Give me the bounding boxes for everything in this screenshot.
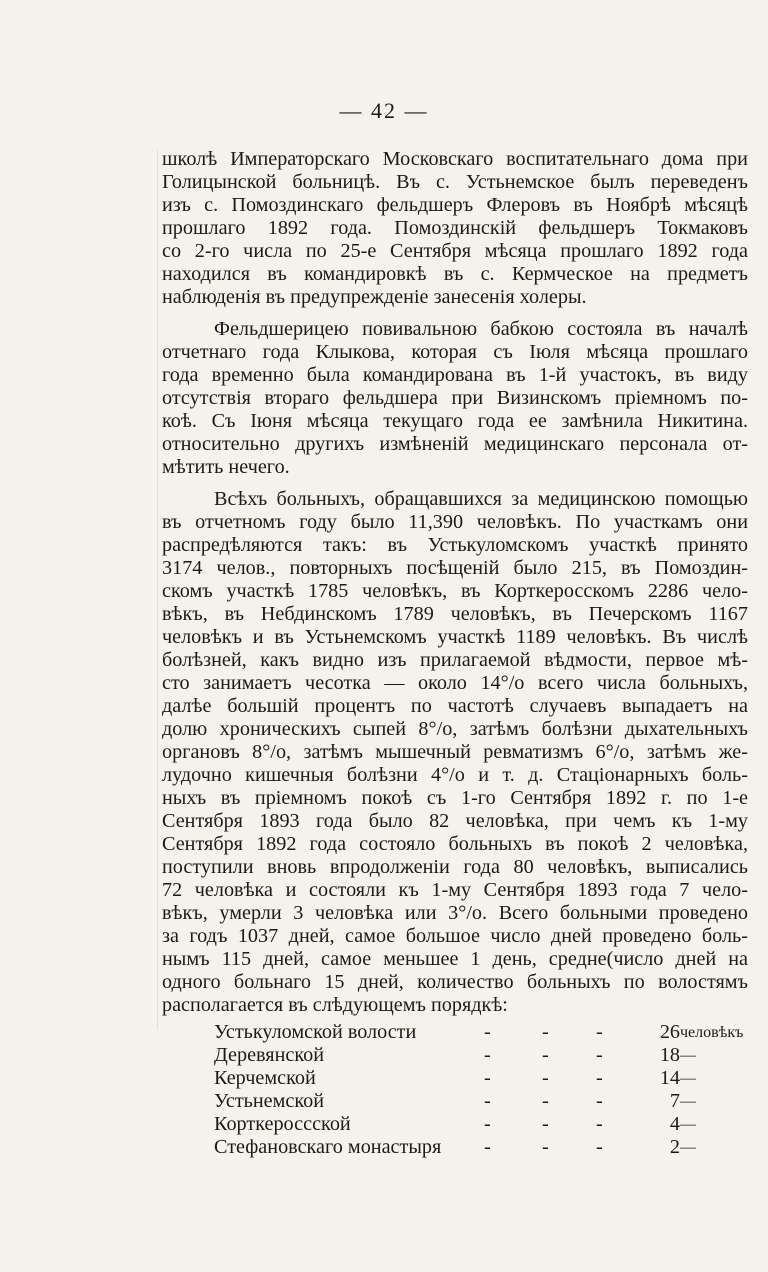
volost-name: Стефановскаго монастыря <box>214 1136 442 1158</box>
leader-dash: - <box>542 1136 549 1158</box>
text-line: человѣкъ и въ Устьнемскомъ участкѣ 1189 человѣкъ. Въ числѣ <box>162 626 748 648</box>
text-line: отчетнаго года Клыкова, которая съ Іюля мѣсяца прошлаго <box>162 341 748 363</box>
leader-dash: - <box>542 1067 549 1089</box>
table-row <box>162 1113 748 1136</box>
text-line: за годъ 1037 дней, самое большое число дней проведено боль- <box>162 925 748 947</box>
leader-dash: - <box>484 1021 491 1043</box>
text-line: долю хроническихъ сыпей 8°/о, затѣмъ болѣзни дыхательныхъ <box>162 718 748 740</box>
patient-count: 26 <box>659 1021 680 1043</box>
text-line: распредѣляются такъ: въ Устькуломскомъ участкѣ принято <box>162 534 748 556</box>
text-line: со 2-го числа по 25-е Сентября мѣсяца прошлаго 1892 года <box>162 240 748 262</box>
text-line: Всѣхъ больныхъ, обращавшихся за медицинскою помощью <box>214 488 748 510</box>
text-line: Голицынской больницѣ. Въ с. Устьнемское былъ переведенъ <box>162 171 748 193</box>
text-line: поступили вновь впродолженіи года 80 человѣкъ, выписались <box>162 856 748 878</box>
count-unit: — <box>680 1047 696 1064</box>
text-line: 3174 челов., повторныхъ посѣщеній было 215, въ Помоздин- <box>162 557 748 579</box>
leader-dash: - <box>596 1090 603 1112</box>
text-line: одного больнаго 15 дней, количество больныхъ по волостямъ <box>162 971 748 993</box>
count-unit: человѣкъ <box>680 1024 744 1041</box>
text-line: ныхъ въ пріемномъ покоѣ съ 1-го Сентября 1892 г. по 1-е <box>162 787 748 809</box>
count-unit: — <box>680 1139 696 1156</box>
count-unit: — <box>680 1093 696 1110</box>
count-unit: — <box>680 1070 696 1087</box>
table-row <box>162 1067 748 1090</box>
volost-name: Керчемской <box>214 1067 316 1089</box>
volost-name: Корткероссской <box>214 1113 351 1135</box>
text-line: изъ с. Помоздинскаго фельдшеръ Флеровъ въ Ноябрѣ мѣсяцѣ <box>162 194 748 216</box>
text-line: болѣзней, какъ видно изъ прилагаемой вѣдмости, первое мѣ- <box>162 649 748 671</box>
leader-dash: - <box>542 1021 549 1043</box>
leader-dash: - <box>484 1113 491 1135</box>
text-line: находился въ командировкѣ въ с. Кермческое на предметъ <box>162 263 748 285</box>
volost-name: Деревянской <box>214 1044 325 1066</box>
text-line: Сентября 1892 года состояло больныхъ въ покоѣ 2 человѣка, <box>162 833 748 855</box>
text-line: коѣ. Съ Іюня мѣсяца текущаго года ее замѣнила Никитина. <box>162 410 748 432</box>
patient-count: 14 <box>659 1067 680 1089</box>
text-line: въ отчетномъ году было 11,390 человѣкъ. По участкамъ они <box>162 511 748 533</box>
text-line: органовъ 8°/о, затѣмъ мышечный ревматизмъ 6°/о, затѣмъ же- <box>162 741 748 763</box>
text-line: прошлаго 1892 года. Помоздинскій фельдшеръ Токмаковъ <box>162 217 748 239</box>
paragraph <box>162 488 748 1017</box>
text-line: лудочно кишечныя болѣзни 4°/о и т. д. Стаціонарныхъ боль- <box>162 764 748 786</box>
page-margin-shadow <box>157 150 158 1030</box>
leader-dash: - <box>484 1136 491 1158</box>
leader-dash: - <box>542 1113 549 1135</box>
text-line: вѣкъ, въ Небдинскомъ 1789 человѣкъ, въ Печерскомъ 1167 <box>162 603 748 625</box>
text-line: Сентября 1893 года было 82 человѣка, при чемъ къ 1-му <box>162 810 748 832</box>
text-line: располагается въ слѣдующемъ порядкѣ: <box>162 994 508 1016</box>
text-line: наблюденія въ предупрежденіе занесенія холеры. <box>162 286 587 308</box>
text-line: далѣе большій процентъ по частотѣ случаевъ выпадаетъ на <box>162 695 748 717</box>
text-line: года временно была командирована въ 1-й участокъ, въ виду <box>162 364 748 386</box>
text-line: скомъ участкѣ 1785 человѣкъ, въ Корткеросскомъ 2286 чело- <box>162 580 748 602</box>
text-line: сто занимаетъ чесотка — около 14°/о всего числа больныхъ, <box>162 672 748 694</box>
table-row <box>162 1021 748 1044</box>
leader-dash: - <box>596 1067 603 1089</box>
leader-dash: - <box>596 1113 603 1135</box>
text-line: отсутствія втораго фельдшера при Визинскомъ пріемномъ по- <box>162 387 748 409</box>
leader-dash: - <box>484 1067 491 1089</box>
leader-dash: - <box>484 1090 491 1112</box>
count-unit: — <box>680 1116 696 1133</box>
leader-dash: - <box>542 1044 549 1066</box>
paragraph <box>162 318 748 479</box>
patient-count: 18 <box>659 1044 680 1066</box>
text-line: школѣ Императорскаго Московскаго воспитательнаго дома при <box>162 148 748 170</box>
leader-dash: - <box>484 1044 491 1066</box>
leader-dash: - <box>596 1136 603 1158</box>
leader-dash: - <box>596 1021 603 1043</box>
page-number: — 42 — <box>339 98 429 123</box>
paragraph <box>162 148 748 309</box>
leader-dash: - <box>542 1090 549 1112</box>
body-text <box>162 148 748 1017</box>
table-row <box>162 1090 748 1113</box>
patient-count: 4 <box>669 1113 680 1135</box>
volost-name: Устькуломской волости <box>214 1021 417 1043</box>
patient-count: 7 <box>669 1090 680 1112</box>
text-line: мѣтить нечего. <box>162 456 290 478</box>
table-row <box>162 1044 748 1067</box>
patient-count: 2 <box>669 1136 680 1158</box>
leader-dash: - <box>596 1044 603 1066</box>
text-line: Фельдшерицею повивальною бабкою состояла въ началѣ <box>214 318 748 340</box>
text-line: 72 человѣка и состояли къ 1-му Сентября 1893 года 7 чело- <box>162 879 748 901</box>
volost-name: Устьнемской <box>214 1090 325 1112</box>
table-row <box>162 1136 748 1159</box>
text-line: относительно другихъ измѣненій медицинскаго персонала от- <box>162 433 748 455</box>
text-line: вѣкъ, умерли 3 человѣка или 3°/о. Всего больными проведено <box>162 902 748 924</box>
text-line: нымъ 115 дней, самое меньшее 1 день, средне(число дней на <box>162 948 748 970</box>
volost-patient-table <box>162 1021 748 1159</box>
